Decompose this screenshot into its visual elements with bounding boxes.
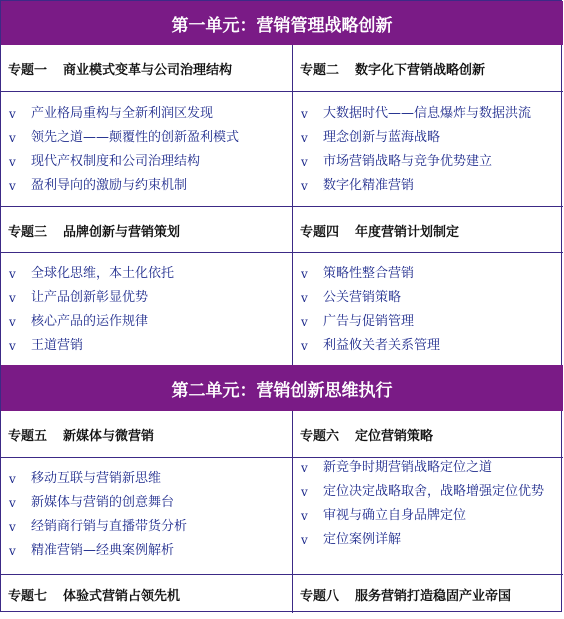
topic-6-number: 专题六 [300, 428, 340, 444]
bullet-icon: v [301, 485, 308, 499]
topic-1-header [1, 45, 292, 91]
list-item: v 产业格局重构与全新利润区发现 [1, 102, 292, 126]
divider [1, 574, 563, 575]
list-item: v 广告与促销管理 [293, 310, 563, 334]
bullet-icon: v [9, 107, 16, 121]
bullet-icon: v [301, 179, 308, 193]
bullet-icon: v [301, 533, 308, 547]
list-item: v 移动互联与营销新思维 [1, 467, 292, 491]
bullet-icon: v [301, 339, 308, 353]
list-item: v 定位案例详解 [293, 528, 563, 552]
topic-1-title: 商业模式变革与公司治理结构 [63, 62, 233, 78]
bullet-icon: v [9, 544, 16, 558]
topic-5-header [1, 411, 292, 457]
topic-3-title: 品牌创新与营销策划 [63, 224, 181, 240]
bullet-icon: v [9, 179, 16, 193]
topic-6-header [293, 411, 563, 457]
topic-5-title: 新媒体与微营销 [63, 428, 155, 444]
list-item: v 公关营销策略 [293, 286, 563, 310]
bullet-icon: v [9, 155, 16, 169]
list-item: v 核心产品的运作规律 [1, 310, 292, 334]
list-item: v 新媒体与营销的创意舞台 [1, 491, 292, 515]
topic-6-list [293, 456, 563, 552]
topic-4-header [293, 207, 563, 253]
topic-1-list [1, 102, 292, 198]
list-item: v 数字化精准营销 [293, 174, 563, 198]
topic-2-number: 专题二 [300, 62, 340, 78]
topic-8-title: 服务营销打造稳固产业帝国 [355, 588, 512, 604]
bullet-icon: v [301, 155, 308, 169]
list-item: v 理念创新与蓝海战略 [293, 126, 563, 150]
divider [1, 91, 563, 92]
bullet-icon: v [301, 509, 308, 523]
bullet-icon: v [9, 496, 16, 510]
bullet-icon: v [9, 291, 16, 305]
topic-5-number: 专题五 [8, 428, 48, 444]
topic-7-number: 专题七 [8, 588, 48, 604]
list-item: v 大数据时代——信息爆炸与数据洪流 [293, 102, 563, 126]
list-item: v 精准营销—经典案例解析 [1, 539, 292, 563]
unit-1-title: 第一单元：营销管理战略创新 [1, 1, 563, 45]
bullet-icon: v [9, 520, 16, 534]
list-item: v 审视与确立自身品牌定位 [293, 504, 563, 528]
topic-3-number: 专题三 [8, 224, 48, 240]
topic-2-header [293, 45, 563, 91]
topic-1-number: 专题一 [8, 62, 48, 78]
topic-3-list [1, 262, 292, 358]
list-item: v 王道营销 [1, 334, 292, 358]
topic-5-list [1, 467, 292, 563]
list-item: v 领先之道——颠覆性的创新盈利模式 [1, 126, 292, 150]
bullet-icon: v [9, 472, 16, 486]
divider [1, 457, 563, 458]
list-item: v 策略性整合营销 [293, 262, 563, 286]
list-item: v 让产品创新彰显优势 [1, 286, 292, 310]
topic-8-number: 专题八 [300, 588, 340, 604]
bullet-icon: v [9, 315, 16, 329]
list-item: v 利益攸关者关系管理 [293, 334, 563, 358]
list-item: v 经销商行销与直播带货分析 [1, 515, 292, 539]
bullet-icon: v [9, 339, 16, 353]
list-item: v 现代产权制度和公司治理结构 [1, 150, 292, 174]
topic-7-header [1, 575, 292, 613]
list-item: v 盈利导向的激励与约束机制 [1, 174, 292, 198]
bullet-icon: v [301, 131, 308, 145]
bullet-icon: v [301, 291, 308, 305]
list-item: v 全球化思维，本土化依托 [1, 262, 292, 286]
topic-3-header [1, 207, 292, 253]
topic-6-title: 定位营销策略 [355, 428, 434, 444]
list-item: v 市场营销战略与竞争优势建立 [293, 150, 563, 174]
column-divider [292, 411, 293, 613]
bullet-icon: v [301, 315, 308, 329]
topic-8-header [293, 575, 563, 613]
topic-4-title: 年度营销计划制定 [355, 224, 460, 240]
bullet-icon: v [301, 107, 308, 121]
column-divider [292, 45, 293, 365]
topic-7-title: 体验式营销占领先机 [63, 588, 181, 604]
bullet-icon: v [301, 267, 308, 281]
list-item: v 新竞争时期营销战略定位之道 [293, 456, 563, 480]
divider [1, 252, 563, 253]
list-item: v 定位决定战略取舍，战略增强定位优势 [293, 480, 563, 504]
topic-2-title: 数字化下营销战略创新 [355, 62, 486, 78]
unit-2-title: 第二单元：营销创新思维执行 [1, 365, 563, 411]
bullet-icon: v [301, 461, 308, 475]
topic-2-list [293, 102, 563, 198]
topic-4-list [293, 262, 563, 358]
topic-4-number: 专题四 [300, 224, 340, 240]
bullet-icon: v [9, 267, 16, 281]
bullet-icon: v [9, 131, 16, 145]
divider [1, 206, 563, 207]
